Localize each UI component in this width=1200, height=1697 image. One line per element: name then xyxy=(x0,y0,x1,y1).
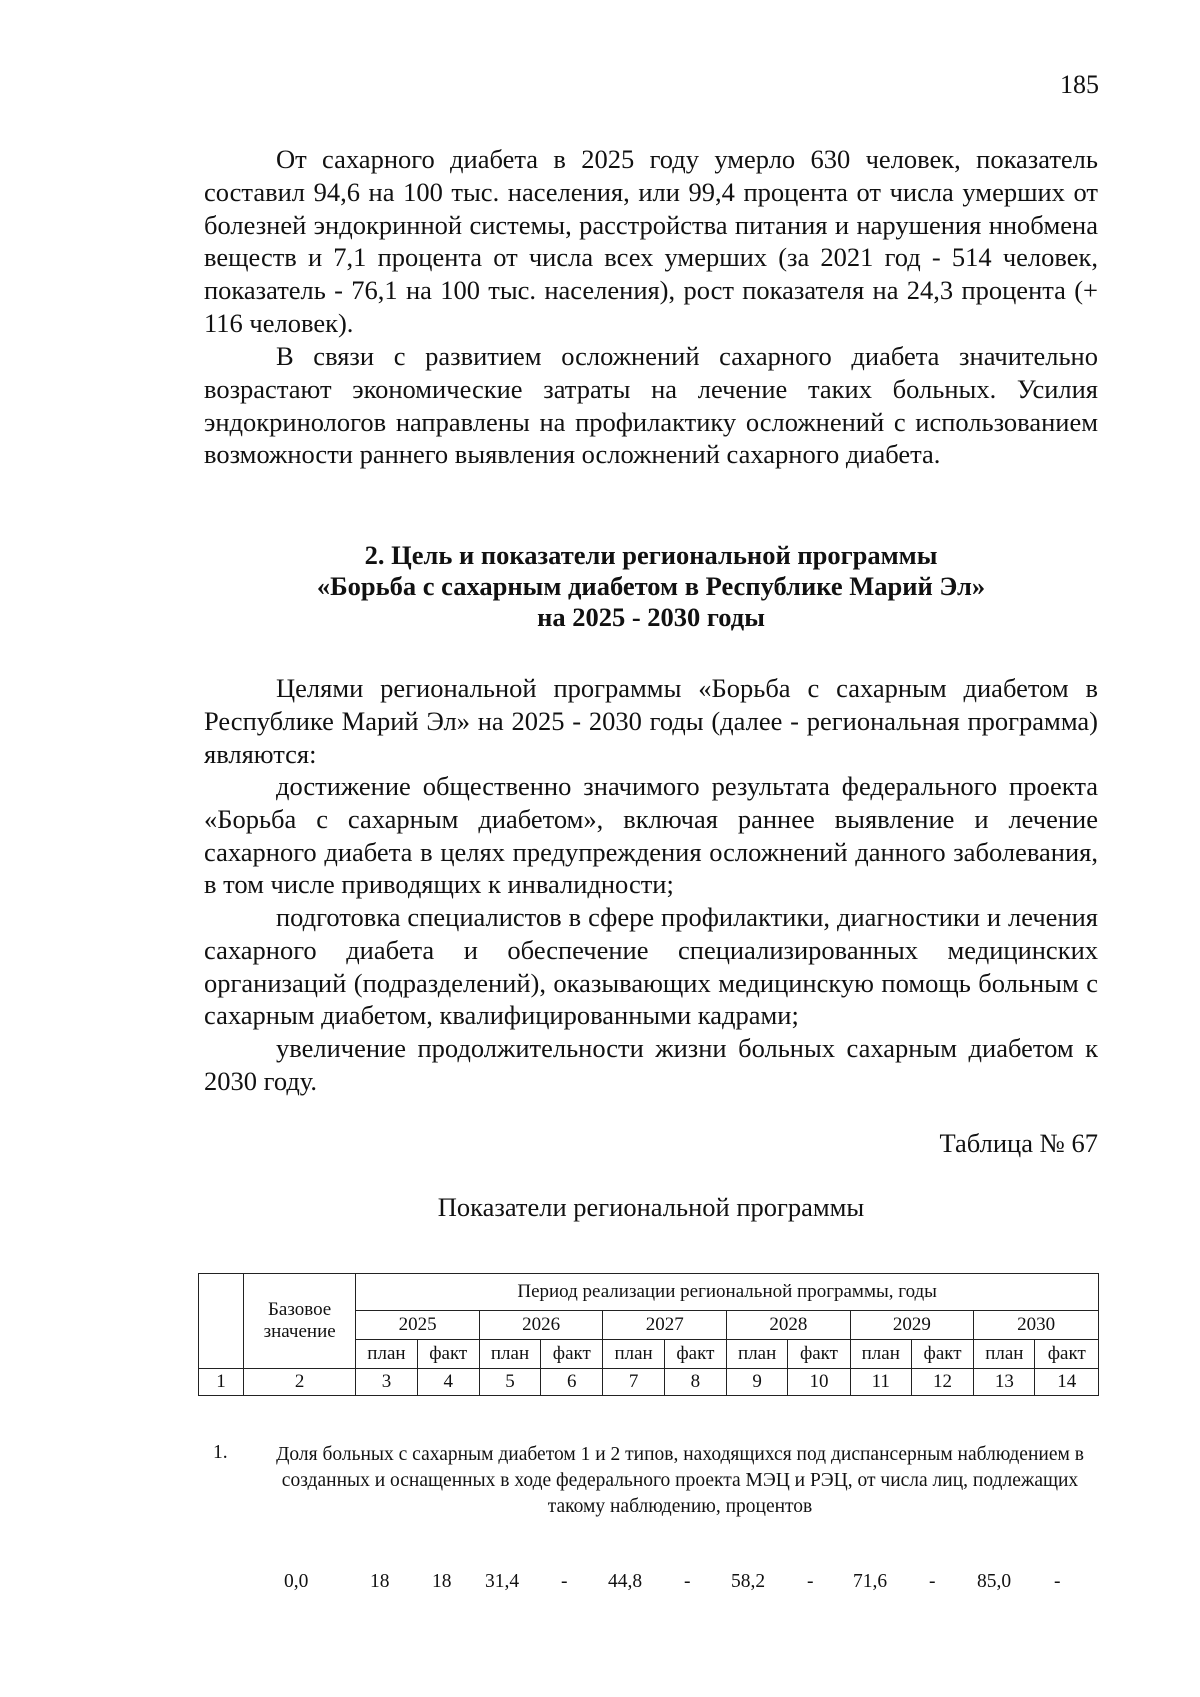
fact-header: факт xyxy=(417,1340,479,1369)
section-heading-line-3: на 2025 - 2030 годы xyxy=(537,602,765,632)
indicator-value: 44,8 xyxy=(608,1571,643,1592)
indicator-values-row xyxy=(204,1571,1104,1599)
indicator-value: - xyxy=(561,1571,568,1592)
year-header: 2025 xyxy=(356,1311,480,1340)
plan-header: план xyxy=(974,1340,1035,1369)
column-number: 12 xyxy=(911,1369,973,1396)
indicator-value: 31,4 xyxy=(485,1571,520,1592)
fact-header: факт xyxy=(1035,1340,1099,1369)
indicator-number: 1. xyxy=(213,1442,228,1463)
column-number: 3 xyxy=(356,1369,417,1396)
section-heading xyxy=(204,540,1098,633)
table-number: Таблица № 67 xyxy=(939,1128,1098,1158)
column-number: 6 xyxy=(541,1369,603,1396)
fact-header: факт xyxy=(541,1340,603,1369)
indicator-value-base: 0,0 xyxy=(284,1571,309,1592)
base-value-header: Базовое значение xyxy=(243,1274,355,1369)
column-number: 5 xyxy=(479,1369,540,1396)
paragraph-diabetes-mortality: От сахарного диабета в 2025 году умерло 630 человек, показатель составил 94,6 на 100 тыс. населения, или 99,4 процента от числа умерших от болезней эндокринной системы, расстройства питания и нарушения ннобмена веществ и 7,1 процента от числа всех умерших (за 2021 год - 514 человек, показатель - 76,1 на 100 тыс. населения), рост показателя на 24,3 процента (+ 116 человек). xyxy=(204,144,1098,338)
year-header: 2026 xyxy=(479,1311,603,1340)
indicator-value: 85,0 xyxy=(977,1571,1012,1592)
indicator-value: - xyxy=(929,1571,936,1592)
paragraph-goal-2: подготовка специалистов в сфере профилактики, диагностики и лечения сахарного диабета и обеспечение специализированных медицинских организаций (подразделений), оказывающих медицинскую помощь больным с сахарным диабетом, квалифицированными кадрами; xyxy=(204,902,1098,1031)
table-header-row xyxy=(199,1274,1099,1311)
paragraph-goal-1: достижение общественно значимого результата федерального проекта «Борьба с сахарным диабетом», включая раннее выявление и лечение сахарного диабета в целях предупреждения осложнений данного заболевания, в том числе приводящих к инвалидности; xyxy=(204,771,1098,900)
table-title: Показатели региональной программы xyxy=(437,1192,865,1222)
column-number: 1 xyxy=(199,1369,244,1396)
year-header: 2027 xyxy=(603,1311,727,1340)
column-number: 2 xyxy=(243,1369,355,1396)
indicator-description: Доля больных с сахарным диабетом 1 и 2 типов, находящихся под диспансерным наблюдением в созданных и оснащенных в ходе федерального проекта МЭЦ и РЭЦ, от числа лиц, подлежащих такому наблюдению, процентов xyxy=(276,1444,1084,1517)
plan-header: план xyxy=(850,1340,911,1369)
indicator-value: 58,2 xyxy=(731,1571,766,1592)
year-header: 2028 xyxy=(727,1311,851,1340)
plan-header: план xyxy=(603,1340,664,1369)
column-number: 8 xyxy=(664,1369,726,1396)
page-number: 185 xyxy=(1060,70,1099,99)
column-number: 7 xyxy=(603,1369,664,1396)
column-numbers-row xyxy=(199,1369,1099,1396)
year-header: 2030 xyxy=(974,1311,1099,1340)
paragraph-complications: В связи с развитием осложнений сахарного диабета значительно возрастают экономические затраты на лечение таких больных. Усилия эндокринологов направлены на профилактику осложнений с использованием возможности раннего выявления осложнений сахарного диабета. xyxy=(204,341,1098,470)
indicators-table xyxy=(198,1273,1099,1396)
section-heading-line-1: 2. Цель и показатели региональной программы xyxy=(364,540,938,570)
indicator-value: - xyxy=(807,1571,814,1592)
year-header: 2029 xyxy=(850,1311,974,1340)
plan-header: план xyxy=(727,1340,788,1369)
indicator-value: 18 xyxy=(370,1571,390,1592)
fact-header: факт xyxy=(911,1340,973,1369)
column-number: 9 xyxy=(727,1369,788,1396)
section-heading-line-2: «Борьба с сахарным диабетом в Республике Марий Эл» xyxy=(316,571,986,601)
column-number: 10 xyxy=(788,1369,850,1396)
column-number: 14 xyxy=(1035,1369,1099,1396)
indicator-value: - xyxy=(1054,1571,1061,1592)
column-number: 4 xyxy=(417,1369,479,1396)
fact-header: факт xyxy=(664,1340,726,1369)
indicator-value: 18 xyxy=(432,1571,452,1592)
fact-header: факт xyxy=(788,1340,850,1369)
plan-header: план xyxy=(479,1340,540,1369)
column-number: 11 xyxy=(850,1369,911,1396)
period-header: Период реализации региональной программы, годы xyxy=(356,1274,1099,1311)
indicator-value: 71,6 xyxy=(853,1571,888,1592)
table-header-blank xyxy=(199,1274,244,1369)
plan-header: план xyxy=(356,1340,417,1369)
column-number: 13 xyxy=(974,1369,1035,1396)
paragraph-goal-3: увеличение продолжительности жизни больных сахарным диабетом к 2030 году. xyxy=(204,1033,1098,1096)
paragraph-goals-intro: Целями региональной программы «Борьба с сахарным диабетом в Республике Марий Эл» на 2025 - 2030 годы (далее - региональная программа) являются: xyxy=(204,673,1098,769)
indicator-value: - xyxy=(684,1571,691,1592)
